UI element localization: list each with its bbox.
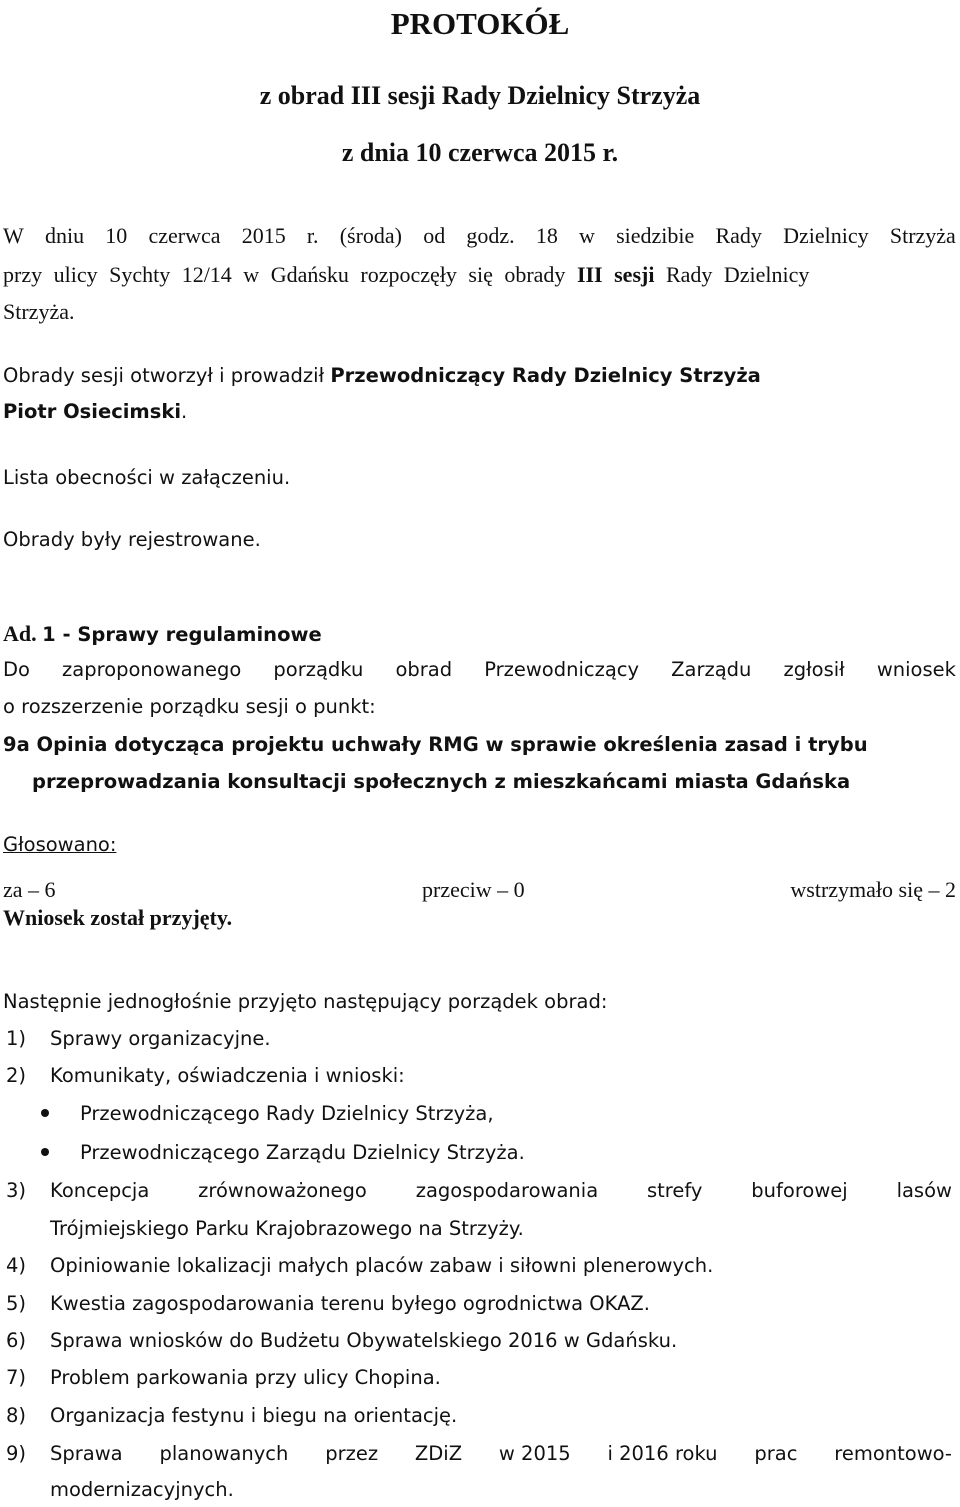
intro-text: przy ulicy Sychty 12/14 w Gdańsku rozpoczęły się obrady [3, 262, 566, 287]
bullet-text: Przewodniczącego Rady Dzielnicy Strzyża, [80, 1102, 494, 1125]
word: godz. [466, 223, 515, 248]
item-number: 9) [6, 1442, 27, 1465]
item-number: 3) [6, 1179, 27, 1202]
item-number: 8) [6, 1404, 27, 1427]
bullet-text: Przewodniczącego Zarządu Dzielnicy Strzyża. [80, 1141, 525, 1164]
vote-label-text: Głosowano: [3, 833, 117, 856]
item-text: Trójmiejskiego Parku Krajobrazowego na Strzyży. [50, 1217, 524, 1240]
opened-text: Obrady sesji otworzył i prowadził [3, 364, 325, 387]
recording-note: Obrady były rejestrowane. [3, 528, 261, 551]
section-heading-ad1 [3, 620, 956, 649]
section-title: 1 - Sprawy regulaminowe [42, 623, 322, 646]
word: ZDiZ [414, 1442, 463, 1465]
punctuation: . [181, 400, 188, 423]
word: w 2015 [498, 1442, 571, 1465]
word: prac [754, 1442, 798, 1465]
item-text: modernizacyjnych. [50, 1478, 234, 1501]
item-text: Opiniowanie lokalizacji małych placów zabaw i siłowni plenerowych. [50, 1254, 714, 1277]
item-text: Sprawa wniosków do Budżetu Obywatelskiego 2016 w Gdańsku. [50, 1329, 678, 1352]
item-text: Sprawy organizacyjne. [50, 1027, 271, 1050]
item-number: 2) [6, 1064, 27, 1087]
vote-abstain: wstrzymało się – 2 [790, 877, 956, 902]
item-text: Organizacja festynu i biegu na orientację. [50, 1404, 458, 1427]
item-text: Problem parkowania przy ulicy Chopina. [50, 1366, 441, 1389]
bullet-icon [41, 1109, 49, 1117]
chairman-title: Przewodniczący Rady Dzielnicy Strzyża [330, 364, 761, 387]
word: remontowo- [834, 1442, 952, 1465]
item-number: 6) [6, 1329, 27, 1352]
agenda-point-9a: 9a Opinia dotycząca projektu uchwały RMG w sprawie określenia zasad i trybu [3, 733, 868, 756]
item-text-justified [50, 1177, 952, 1205]
word: r. [306, 223, 319, 248]
word: w [579, 223, 595, 248]
vote-label [3, 831, 956, 859]
word: buforowej [751, 1179, 848, 1202]
document-subtitle-session: z obrad III sesji Rady Dzielnicy Strzyża [259, 81, 701, 110]
item-text-justified [50, 1440, 952, 1468]
word: zrównoważonego [198, 1179, 367, 1202]
word: strefy [647, 1179, 703, 1202]
item-number: 5) [6, 1292, 27, 1315]
word: zagospodarowania [415, 1179, 599, 1202]
intro-text: Rady Dzielnicy [665, 262, 810, 287]
item-number: 4) [6, 1254, 27, 1277]
word: Do [3, 658, 30, 681]
document-title: PROTOKÓŁ [390, 6, 570, 41]
word: Sprawa [50, 1442, 123, 1465]
intro-line-1 [3, 222, 956, 250]
word: (środa) [339, 223, 402, 248]
word: Zarządu [671, 658, 752, 681]
item-text: Komunikaty, oświadczenia i wnioski: [50, 1064, 405, 1087]
ad1-line-2: o rozszerzenie porządku sesji o punkt: [3, 695, 376, 718]
item-number: 7) [6, 1366, 27, 1389]
word: dniu [44, 223, 85, 248]
attendance-note: Lista obecności w załączeniu. [3, 466, 291, 489]
word: i 2016 roku [607, 1442, 718, 1465]
word: 18 [535, 223, 558, 248]
intro-line-2 [3, 261, 956, 289]
word: W [3, 223, 24, 248]
item-number: 1) [6, 1027, 27, 1050]
word: porządku [273, 658, 364, 681]
word: od [423, 223, 446, 248]
opened-line-2 [3, 398, 956, 426]
bullet-icon [41, 1148, 49, 1156]
document-subtitle-date: z dnia 10 czerwca 2015 r. [341, 138, 619, 167]
item-text: Kwestia zagospodarowania terenu byłego ogrodnictwa OKAZ. [50, 1292, 650, 1315]
opened-line-1 [3, 362, 956, 390]
word: Rady [715, 223, 762, 248]
word: Dzielnicy [783, 223, 869, 248]
word: planowanych [159, 1442, 289, 1465]
vote-against: przeciw – 0 [422, 877, 525, 902]
session-number: III sesji [576, 262, 655, 287]
vote-for: za – 6 [3, 877, 56, 902]
intro-line-3: Strzyża. [3, 299, 75, 324]
word: zaproponowanego [62, 658, 242, 681]
word: 10 [105, 223, 128, 248]
word: Koncepcja [50, 1179, 150, 1202]
agenda-point-9a-cont: przeprowadzania konsultacji społecznych z mieszkańcami miasta Gdańska [32, 770, 851, 793]
word: Strzyża [889, 223, 956, 248]
word: czerwca [148, 223, 221, 248]
word: obrad [395, 658, 453, 681]
word: 2015 [241, 223, 286, 248]
ad1-line-1 [3, 656, 956, 684]
word: zgłosił [783, 658, 845, 681]
agenda-intro: Następnie jednogłośnie przyjęto następujący porządek obrad: [3, 990, 608, 1013]
word: siedzibie [616, 223, 695, 248]
word: przez [325, 1442, 379, 1465]
word: wniosek [876, 658, 956, 681]
vote-result: Wniosek został przyjęty. [3, 905, 233, 930]
word: Przewodniczący [484, 658, 640, 681]
word: lasów [896, 1179, 952, 1202]
chairman-name: Piotr Osiecimski [3, 400, 182, 423]
section-prefix: Ad. [3, 621, 37, 646]
